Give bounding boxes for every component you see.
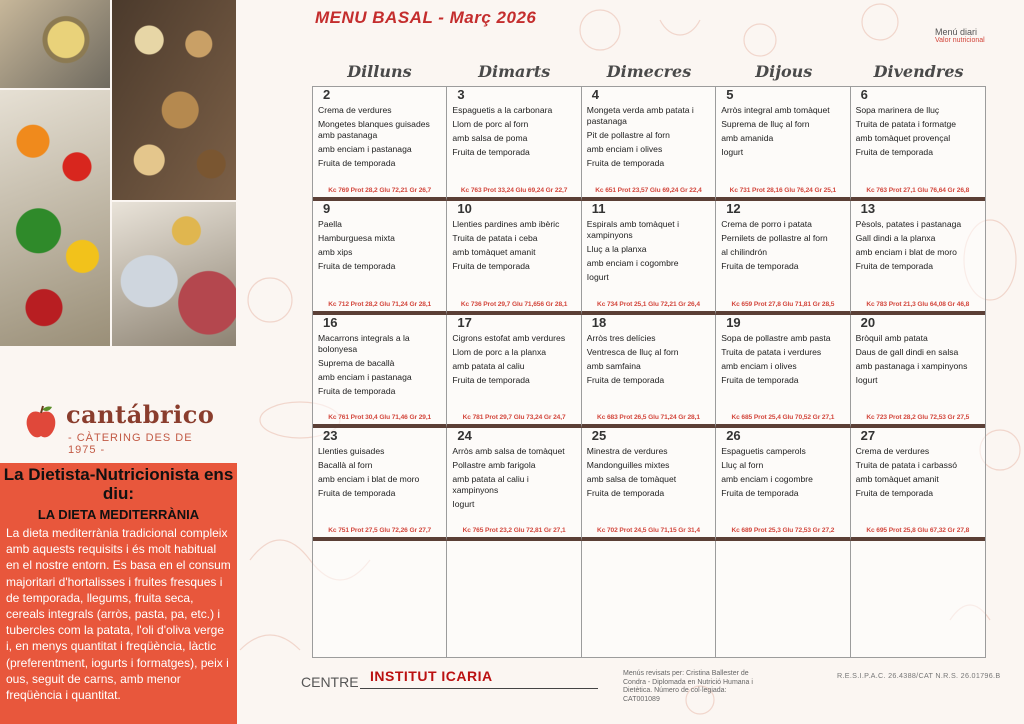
day-number: 6 xyxy=(860,87,868,102)
meal-item: Fruita de temporada xyxy=(855,487,933,498)
nutrition-values: Kc 769 Prot 28,2 Glu 72,21 Gr 26,7 xyxy=(328,187,432,194)
meal-item: Lluç a la planxa xyxy=(586,243,647,254)
meal-item: Truita de patata i carbassó xyxy=(855,459,958,470)
nutrition-values: Kc 783 Prot 21,3 Glu 64,08 Gr 46,8 xyxy=(866,301,970,308)
meal-item: amb tomàquet provençal xyxy=(855,132,951,143)
food-photo-collage xyxy=(0,0,236,346)
day-cell xyxy=(716,201,850,315)
meal-list xyxy=(318,219,442,275)
meal-item: Minestra de verdures xyxy=(586,446,668,456)
day-number: 5 xyxy=(726,87,734,102)
day-cell xyxy=(716,315,850,428)
meal-list xyxy=(856,333,981,389)
meal-item: Suprema de lluç al forn xyxy=(721,118,810,129)
meal-item: Mongetes blanques guisades amb pastanaga xyxy=(318,118,430,140)
meal-list xyxy=(721,219,845,275)
meal-item: Macarrons integrals a la bolonyesa xyxy=(318,333,410,354)
day-number: 20 xyxy=(860,315,876,330)
nutrition-values: Kc 763 Prot 27,1 Glu 76,64 Gr 26,8 xyxy=(866,187,970,194)
nutrition-values: Kc 659 Prot 27,8 Glu 71,81 Gr 28,5 xyxy=(731,301,835,308)
day-number: 9 xyxy=(323,201,331,216)
day-cell xyxy=(447,201,581,315)
nutrition-values: Kc 751 Prot 27,5 Glu 72,26 Gr 27,7 xyxy=(328,527,432,534)
meal-list xyxy=(721,333,845,389)
vegetables-photo xyxy=(0,90,110,346)
day-tuesday: Dimarts xyxy=(478,62,551,81)
meal-item: Llenties guisades xyxy=(318,446,385,456)
day-number: 18 xyxy=(591,315,607,330)
day-number: 16 xyxy=(323,315,338,330)
empty-day-cell xyxy=(582,541,716,657)
meal-item: Arròs amb salsa de tomàquet xyxy=(452,446,565,456)
day-cell xyxy=(447,315,581,428)
meal-item: Sopa de pollastre amb pasta xyxy=(721,333,831,343)
meal-list xyxy=(856,105,981,161)
day-cell xyxy=(447,87,581,201)
meal-item: amb patata al caliu xyxy=(452,360,525,371)
meal-item: Truita de patata i verdures xyxy=(721,346,822,357)
apple-icon xyxy=(24,404,58,440)
meal-item: al chilindrón xyxy=(721,246,768,257)
meal-list xyxy=(318,105,442,172)
centre-name: INSTITUT ICARIA xyxy=(370,668,493,684)
meal-list xyxy=(452,105,576,161)
meal-item: Fruita de temporada xyxy=(721,260,799,271)
nutrition-values: Kc 734 Prot 25,1 Glu 72,21 Gr 26,4 xyxy=(597,301,700,308)
meal-item: Paella xyxy=(318,219,342,229)
fish-meat-photo xyxy=(112,202,236,346)
day-friday: Divendres xyxy=(873,62,964,81)
meal-list xyxy=(856,219,981,275)
meal-item: Bròquil amb patata xyxy=(855,333,928,343)
day-cell xyxy=(851,315,985,428)
day-number: 3 xyxy=(457,87,465,102)
reviewed-by-note: Menús revisats per: Cristina Ballester de Condra - Diplomada en Nutrició Humana i Dietètica. Número de col·legiada: CAT001089 xyxy=(623,670,753,703)
meal-list xyxy=(452,219,576,275)
dietista-heading: La Dietista-Nutricionista ens diu: xyxy=(3,465,234,503)
meal-item: Llom de porc a la planxa xyxy=(452,346,547,357)
meal-item: Fruita de temporada xyxy=(721,374,799,385)
day-cell xyxy=(313,87,447,201)
meal-item: Fruita de temporada xyxy=(452,260,530,271)
meal-item: Fruita de temporada xyxy=(855,146,933,157)
meal-item: Iogurt xyxy=(452,498,475,509)
dietista-body: La dieta mediterrània tradicional compleix amb aquests requisits i és molt habitual en el nostre entorn. Es basa en el consum majoritari d'hortalisses i fruites fresques i de temporada, llegums, fruita seca, cereals integrals (arròs, pasta, pa, etc.) i tubercles com la patata, l'oli d'oliva verge i, en menys quantitat i freqüència, làctic (preferentment, iogurts i formatges), peix i ous, seguit de carns, amb menor freqüència i quantitat. xyxy=(6,526,231,703)
nutrition-values: Kc 763 Prot 33,24 Glu 69,24 Gr 22,7 xyxy=(460,187,568,194)
meal-item: Fruita de temporada xyxy=(318,157,396,168)
day-number: 10 xyxy=(457,201,472,216)
meal-item: Fruita de temporada xyxy=(721,487,799,498)
meal-item: Fruita de temporada xyxy=(318,487,396,498)
meal-item: amb enciam i cogombre xyxy=(586,257,679,268)
meal-list xyxy=(452,333,576,389)
nutrition-values: Kc 689 Prot 25,3 Glu 72,53 Gr 27,2 xyxy=(731,527,835,534)
meal-item: Sopa marinera de lluç xyxy=(855,105,940,115)
meal-item: amb tomàquet amanit xyxy=(855,473,939,484)
meal-item: Fruita de temporada xyxy=(586,487,665,498)
day-number: 11 xyxy=(591,201,606,216)
day-cell xyxy=(851,87,985,201)
day-cell xyxy=(851,201,985,315)
empty-day-cell xyxy=(447,541,581,657)
meal-item: Arròs tres delícies xyxy=(586,333,656,343)
meal-item: Iogurt xyxy=(855,374,878,385)
nutrition-values: Kc 712 Prot 28,2 Glu 71,24 Gr 28,1 xyxy=(328,301,432,308)
meal-item: Fruita de temporada xyxy=(586,157,665,168)
day-number: 27 xyxy=(860,428,876,443)
meal-list xyxy=(587,105,711,172)
weekday-header xyxy=(312,62,986,84)
meal-item: amb enciam i pastanaga xyxy=(318,371,412,382)
meal-item: Daus de gall dindi en salsa xyxy=(855,346,959,357)
nutrition-values: Kc 723 Prot 28,2 Glu 72,53 Gr 27,5 xyxy=(866,414,970,421)
meal-item: Pernilets de pollastre al forn xyxy=(721,232,828,243)
day-cell xyxy=(716,87,850,201)
meal-item: Fruita de temporada xyxy=(855,260,933,271)
nutrition-values: Kc 731 Prot 28,16 Glu 76,24 Gr 25,1 xyxy=(729,187,837,194)
meal-item: Espaguetis camperols xyxy=(721,446,806,456)
dietista-subheading: LA DIETA MEDITERRÀNIA xyxy=(37,507,200,522)
meal-item: Mandonguilles mixtes xyxy=(586,459,670,470)
meal-item: amb enciam i olives xyxy=(721,360,797,371)
day-number: 4 xyxy=(591,87,600,102)
meal-item: Iogurt xyxy=(586,271,609,282)
meal-item: amb tomàquet amanit xyxy=(452,246,536,257)
meal-item: Mongeta verda amb patata i pastanaga xyxy=(586,105,694,126)
meal-item: Llom de porc al forn xyxy=(452,118,529,129)
day-cell xyxy=(313,315,447,428)
meal-item: Crema de porro i patata xyxy=(721,219,812,229)
meal-item: Truita de patata i ceba xyxy=(452,232,538,243)
day-number: 2 xyxy=(323,87,331,102)
meal-item: amb xips xyxy=(318,246,353,257)
grains-legumes-photo xyxy=(112,0,236,200)
meal-item: Llenties pardines amb ibèric xyxy=(452,219,560,229)
meal-item: amb enciam i olives xyxy=(586,143,663,154)
registry-numbers: R.E.S.I.P.A.C. 26.4388/CAT N.R.S. 26.01796.B xyxy=(837,671,1001,680)
meal-item: Iogurt xyxy=(721,146,744,157)
centre-label: CENTRE xyxy=(301,674,359,690)
meal-item: amb enciam i cogombre xyxy=(721,473,813,484)
menu-calendar-grid xyxy=(312,86,986,658)
day-number: 23 xyxy=(323,428,338,443)
menu-title: MENU BASAL - Març 2026 xyxy=(315,8,537,27)
meal-item: Fruita de temporada xyxy=(452,374,530,385)
meal-item: amb salsa de poma xyxy=(452,132,528,143)
nutrition-values: Kc 685 Prot 25,4 Glu 70,52 Gr 27,1 xyxy=(731,414,835,421)
meal-item: Fruita de temporada xyxy=(318,385,396,396)
meal-list xyxy=(587,333,711,389)
meal-item: Crema de verdures xyxy=(318,105,392,115)
empty-day-cell xyxy=(851,541,985,657)
meal-item: Espirals amb tomàquet i xampinyons xyxy=(586,219,679,240)
day-number: 25 xyxy=(591,428,607,443)
meal-item: Fruita de temporada xyxy=(586,374,665,385)
day-cell xyxy=(582,201,716,315)
meal-item: Fruita de temporada xyxy=(318,260,396,271)
meal-item: amb amanida xyxy=(721,132,774,143)
day-cell xyxy=(582,87,716,201)
day-cell xyxy=(851,428,985,541)
meal-item: amb patata al caliu i xampinyons xyxy=(452,473,529,495)
meal-item: amb enciam i blat de moro xyxy=(318,473,420,484)
meal-item: Pollastre amb farigola xyxy=(452,459,536,470)
day-cell xyxy=(716,428,850,541)
day-number: 12 xyxy=(726,201,741,216)
meal-list xyxy=(587,446,711,502)
nutrition-values: Kc 781 Prot 29,7 Glu 73,24 Gr 24,7 xyxy=(462,414,566,421)
meal-item: Truita de patata i formatge xyxy=(855,118,957,129)
olive-oil-photo xyxy=(0,0,110,88)
meal-item: Pèsols, patates i pastanaga xyxy=(855,219,962,229)
meal-item: Crema de verdures xyxy=(855,446,930,456)
meal-item: amb enciam i blat de moro xyxy=(855,246,957,257)
centre-underline xyxy=(360,688,598,689)
cantabrico-logo xyxy=(24,400,224,456)
nutrition-values: Kc 736 Prot 29,7 Glu 71,656 Gr 28,1 xyxy=(460,301,568,308)
meal-list xyxy=(318,446,442,502)
nutrition-values: Kc 702 Prot 24,5 Glu 71,15 Gr 31,4 xyxy=(597,527,700,534)
meal-item: Gall dindi a la planxa xyxy=(855,232,936,243)
legend-daily-menu: Menú diari xyxy=(935,27,978,37)
meal-item: Pit de pollastre al forn xyxy=(586,129,670,140)
dietista-panel xyxy=(0,463,237,724)
day-cell xyxy=(447,428,581,541)
day-cell xyxy=(313,201,447,315)
meal-list xyxy=(318,333,442,400)
nutrition-values: Kc 765 Prot 23,2 Glu 72,81 Gr 27,1 xyxy=(462,527,566,534)
day-number: 26 xyxy=(726,428,741,443)
meal-item: Bacallà al forn xyxy=(318,459,373,470)
meal-list xyxy=(721,105,845,161)
empty-day-cell xyxy=(716,541,850,657)
meal-list xyxy=(587,219,711,286)
day-cell xyxy=(313,428,447,541)
meal-item: amb salsa de tomàquet xyxy=(586,473,677,484)
meal-item: amb enciam i pastanaga xyxy=(318,143,412,154)
day-wednesday: Dimecres xyxy=(606,62,692,81)
brand-tagline: - CÀTERING DES DE 1975 - xyxy=(68,432,193,456)
meal-item: Ventresca de lluç al forn xyxy=(586,346,679,357)
meal-item: Suprema de bacallà xyxy=(318,357,395,368)
meal-list xyxy=(452,446,576,513)
brand-name: cantábrico xyxy=(66,400,215,429)
nutrition-values: Kc 683 Prot 26,5 Glu 71,24 Gr 28,1 xyxy=(597,414,700,421)
nutrition-values: Kc 695 Prot 25,8 Glu 67,32 Gr 27,8 xyxy=(866,527,970,534)
day-number: 13 xyxy=(860,201,876,216)
meal-list xyxy=(721,446,845,502)
empty-day-cell xyxy=(313,541,447,657)
legend xyxy=(935,27,985,44)
nutrition-values: Kc 761 Prot 30,4 Glu 71,46 Gr 29,1 xyxy=(328,414,432,421)
day-number: 17 xyxy=(457,315,472,330)
meal-item: Espaguetis a la carbonara xyxy=(452,105,553,115)
meal-item: Arròs integral amb tomàquet xyxy=(721,105,830,115)
meal-item: amb pastanaga i xampinyons xyxy=(855,360,968,371)
meal-item: Cigrons estofat amb verdures xyxy=(452,333,566,343)
day-thursday: Dijous xyxy=(755,62,813,81)
nutrition-values: Kc 651 Prot 23,57 Glu 69,24 Gr 22,4 xyxy=(595,187,702,194)
day-number: 24 xyxy=(457,428,472,443)
meal-list xyxy=(856,446,981,502)
meal-item: Hamburguesa mixta xyxy=(318,232,395,243)
meal-item: Fruita de temporada xyxy=(452,146,530,157)
meal-item: amb samfaina xyxy=(586,360,641,371)
day-cell xyxy=(582,315,716,428)
day-monday: Dilluns xyxy=(347,62,412,81)
day-number: 19 xyxy=(726,315,741,330)
day-cell xyxy=(582,428,716,541)
meal-item: Lluç al forn xyxy=(721,459,764,470)
legend-nutritional-value: Valor nutricional xyxy=(935,37,985,44)
